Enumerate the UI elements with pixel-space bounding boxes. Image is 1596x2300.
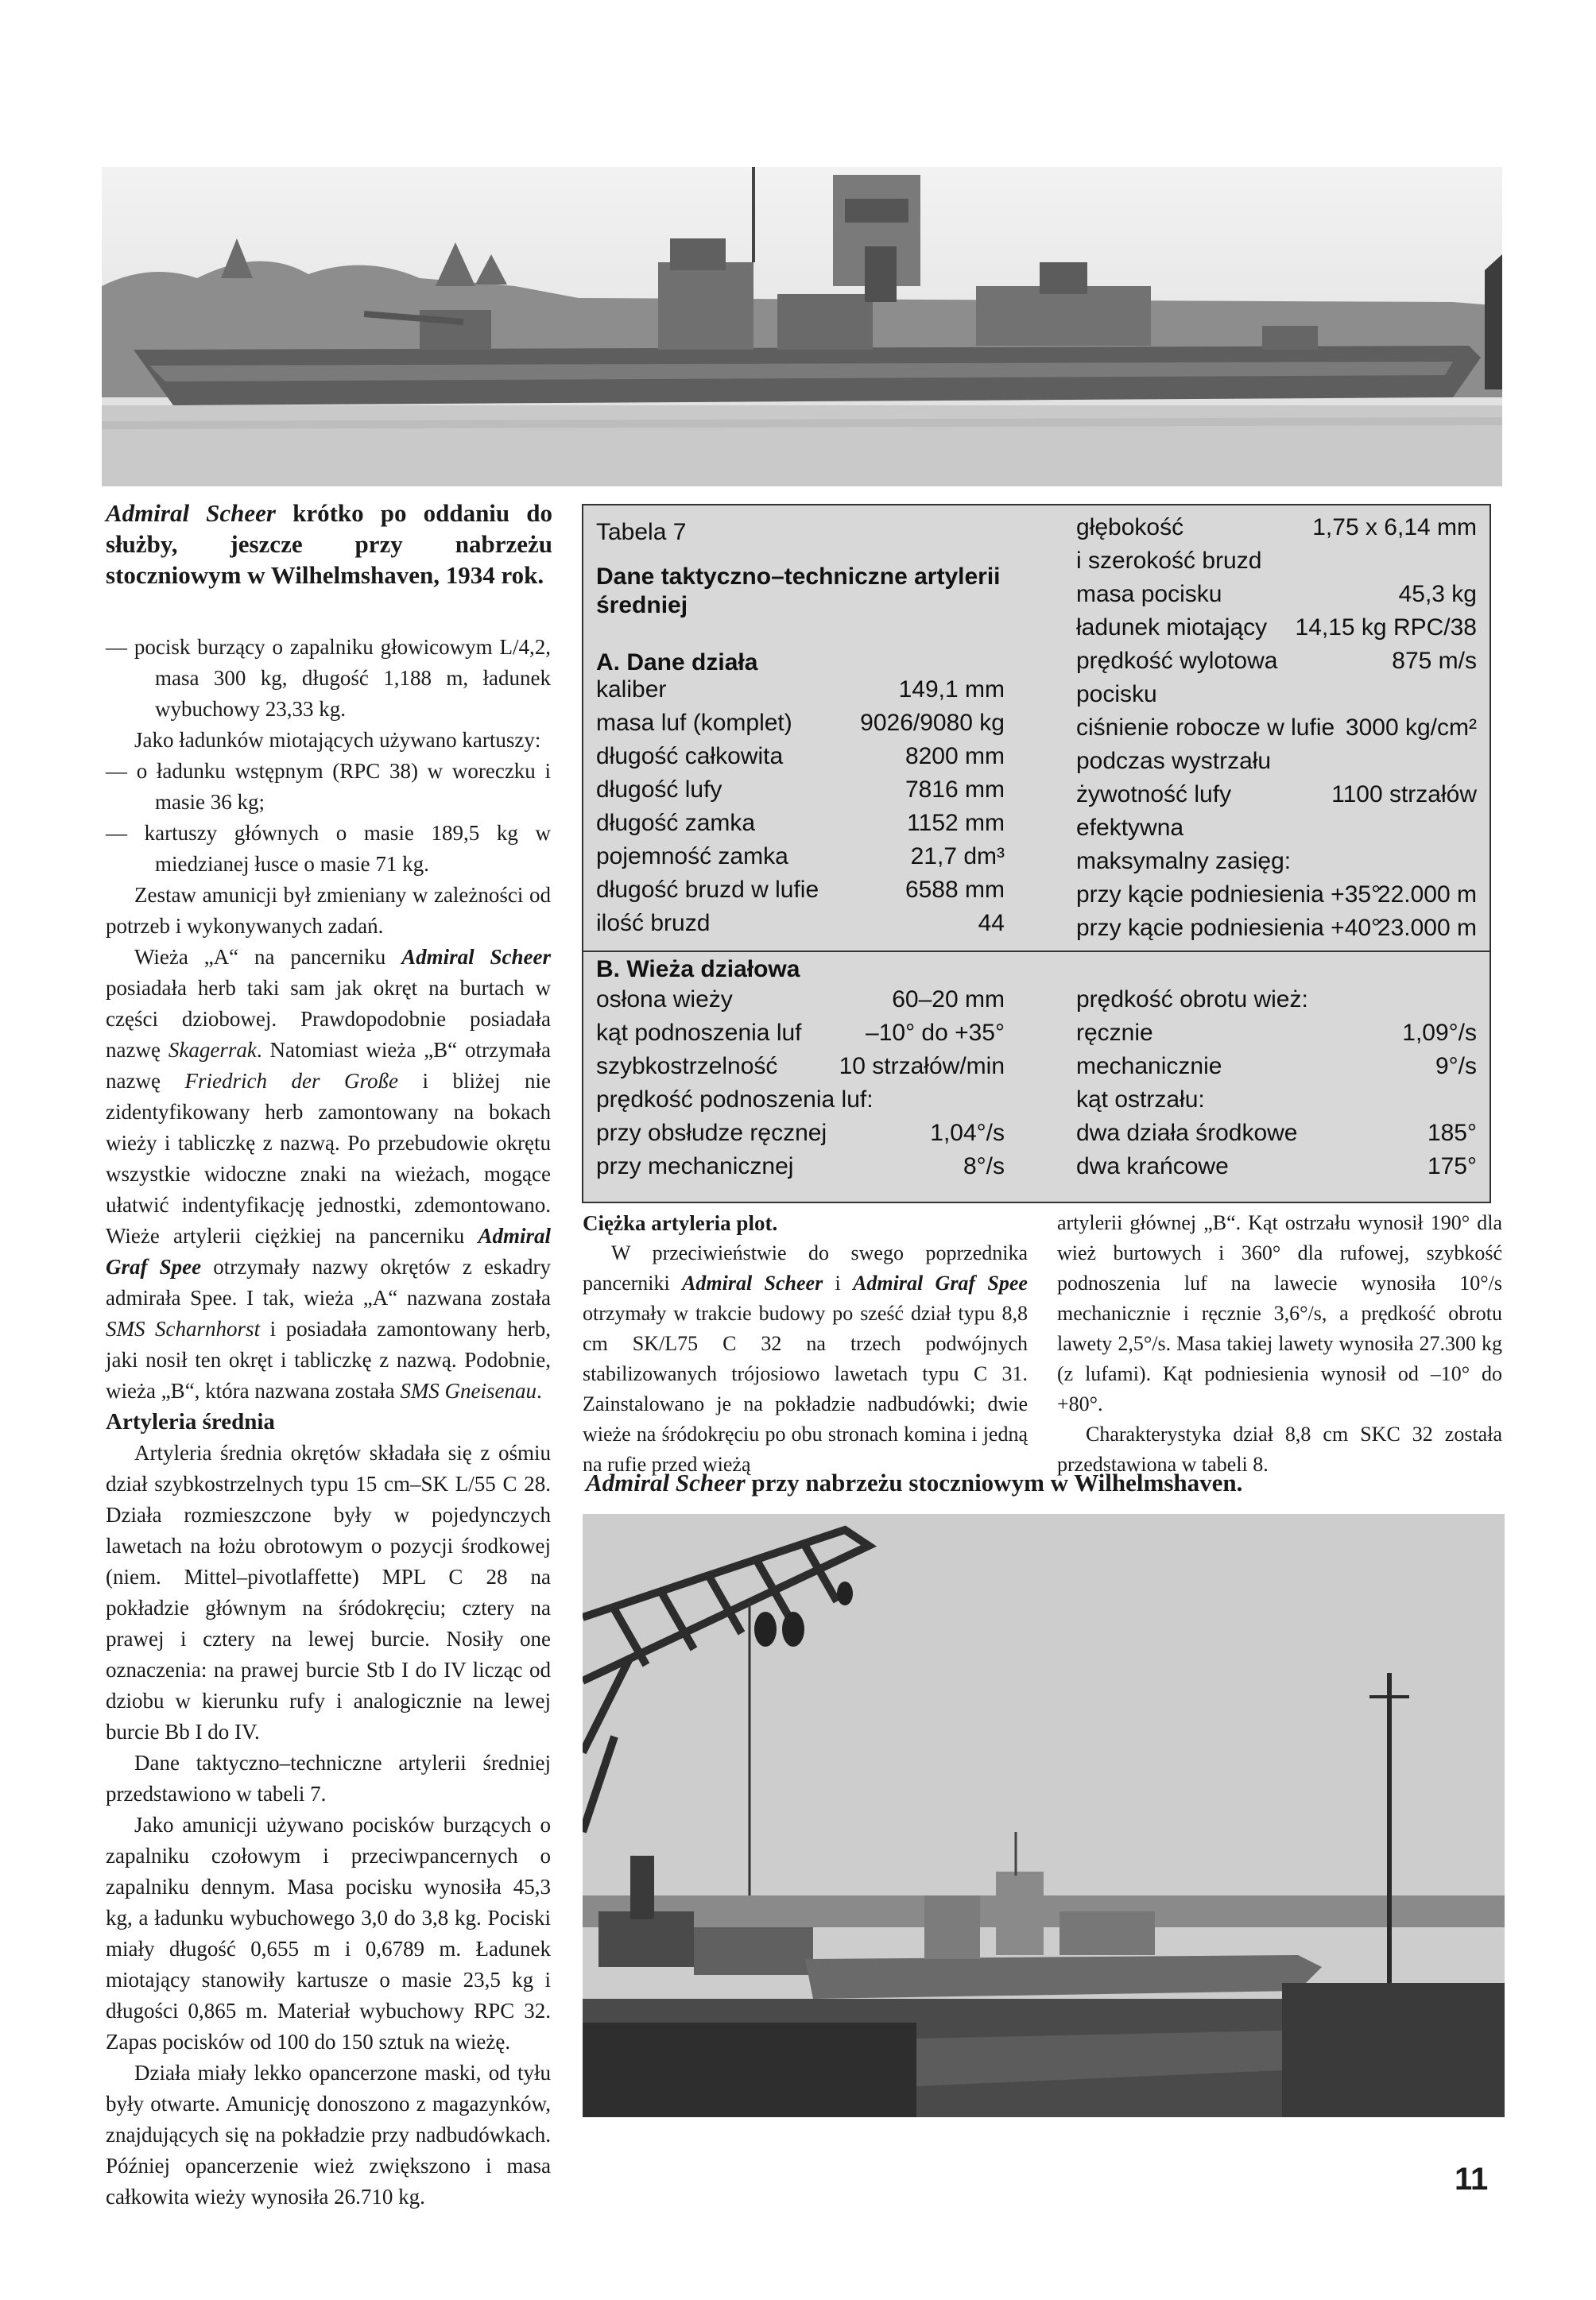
table-row-value: 21,7 dm³ (910, 843, 1005, 869)
table-row-label: długość zamka (596, 810, 756, 836)
paragraph: W przeciwieństwie do swego poprzednika pancerniki Admiral Scheer i Admiral Graf Spee otrzymały w trakcie budowy po sześć dział typu 8,8 cm SK/L75 C 32 na trzech podwójnych stabilizowanych trójosiowo lawetach typu C 31. Zainstalowano je na pokładzie nadbudówki; dwie wieże na śródokręciu po obu stronach komina i jedną na rufie przed wieżą (583, 1241, 1028, 1476)
caption-text: przy nabrzeżu stoczniowym w Wilhelmshaven. (745, 1469, 1243, 1497)
right-column (1057, 1208, 1502, 1480)
table-row-value: 10 strzałów/min (839, 1053, 1005, 1079)
table-row-label: kaliber (596, 676, 667, 703)
table-row-label: dwa krańcowe (1076, 1153, 1229, 1179)
table-row-value: 6588 mm (905, 877, 1005, 903)
table-row-label: efektywna (1076, 815, 1184, 841)
table-row-label: ciśnienie robocze w lufie (1076, 714, 1335, 741)
table-row-label: przy kącie podniesienia +40° (1076, 915, 1381, 941)
table-row-label: podczas wystrzału (1076, 748, 1272, 774)
table-row-label: pocisku (1076, 681, 1157, 707)
table-row-label: kąt ostrzału: (1076, 1086, 1205, 1113)
table-row-label: kąt podnoszenia luf (596, 1020, 802, 1046)
caption-text: krótko po oddaniu do służby, jeszcze przy nabrzeżu stoczniowym w Wilhelmshaven, 1934 rok. (106, 499, 552, 589)
table-row-value: 149,1 mm (898, 676, 1005, 703)
table-7 (582, 504, 1491, 1203)
table-row-value: 1152 mm (907, 810, 1005, 836)
harbour-photo-graphic (583, 1514, 1505, 2117)
paragraph: — pocisk burzący o zapalniku głowicowym L/4,2, masa 300 kg, długość 1,188 m, ładunek wybuchowy 23,33 kg. (106, 635, 551, 721)
bottom-photo-caption (586, 1467, 1500, 1498)
paragraph: Jako ładunków miotających używano kartuszy: (134, 728, 541, 752)
paragraph-turret-names: Wieża „A“ na pancerniku Admiral Scheer posiadała herb taki sam jak okręt na burtach w części dziobowej. Prawdopodobnie posiadała nazwę Skagerrak. Natomiast wieża „B“ otrzymała nazwę Friedrich der Große i bliżej nie zidentyfikowany herb zamontowany na bokach wieży i tabliczkę z nazwą. Po przebudowie okrętu wszystkie widoczne znaki na wieżach, mogące ułatwić indentyfikację jednostki, zdemontowano. Wieże artylerii ciężkiej na pancerniku Admiral Graf Spee otrzymały nazwy okrętów z eskadry admirała Spee. I tak, wieża „A“ nazwana została SMS Scharnhorst i posiadała zamontowany herb, jaki nosił ten okręt i tabliczkę z nazwą. Podobnie, wieża „B“, która nazwana została SMS Gneisenau. (106, 945, 552, 1403)
table-row-label: długość całkowita (596, 743, 784, 769)
table-row-value: 23.000 m (1377, 915, 1477, 941)
table-row-value: 1,04°/s (930, 1120, 1005, 1146)
section-heading: Artyleria średnia (106, 1409, 275, 1435)
table-row-value: 22.000 m (1377, 881, 1477, 908)
table-row-label: i szerokość bruzd (1076, 548, 1262, 574)
page-number: 11 (1455, 2162, 1489, 2197)
table-row-value: 1,09°/s (1402, 1020, 1477, 1046)
table-row-label: ręcznie (1076, 1020, 1153, 1046)
table-row-label: żywotność lufy (1076, 781, 1232, 807)
paragraph: Działa miały lekko opancerzone maski, od tyłu były otwarte. Amunicję donoszono z magazynków, znajdujących się na pokładzie przy nadbudówkach. Później opancerzenie wież zwiększono i masa całkowita wieży wynosiła 26.710 kg. (106, 2061, 551, 2209)
table-row-value: 8°/s (963, 1153, 1005, 1179)
table-title-2: średniej (596, 592, 688, 618)
section-a-heading: A. Dane działa (596, 649, 758, 676)
caption-ship-name: Admiral Scheer (106, 499, 276, 527)
table-row-label: ilość bruzd (596, 910, 711, 936)
table-row-value: 9°/s (1435, 1053, 1477, 1079)
table-row-label: mechanicznie (1076, 1053, 1222, 1079)
paragraph: Jako amunicji używano pocisków burzących o zapalniku czołowym i przeciwpancernych o zapalniku dennym. Masa pocisku wynosiła 45,3 kg, a ładunku wybuchowego 3,0 do 3,8 kg. Pociski miały długość 0,655 m i 0,6789 m. Ładunek miotający stanowiły kartusze o masie 23,5 kg i długości 0,865 m. Materiał wybuchowy RPC 32. Zapas pocisków od 100 do 150 sztuk na wieżę. (106, 1813, 551, 2054)
left-column (106, 632, 551, 2213)
photo-admiral-scheer-wilhelmshaven (583, 1514, 1505, 2117)
table-row-label: pojemność zamka (596, 843, 788, 869)
table-divider (583, 951, 1489, 952)
paragraph: — kartuszy głównych o masie 189,5 kg w miedzianej łusce o masie 71 kg. (106, 821, 551, 876)
middle-column (583, 1208, 1028, 1480)
table-row-value: 7816 mm (905, 776, 1005, 803)
table-row-label: prędkość obrotu wież: (1076, 986, 1308, 1013)
table-row-value: 44 (978, 910, 1005, 936)
table-row-label: długość lufy (596, 776, 722, 803)
photo-admiral-scheer-1934 (102, 167, 1502, 486)
table-row-label: głębokość (1076, 514, 1184, 540)
paragraph: Dane taktyczno–techniczne artylerii średniej przedstawiono w tabeli 7. (106, 1751, 551, 1806)
table-row-label: przy kącie podniesienia +35° (1076, 881, 1381, 908)
table-row-label: długość bruzd w lufie (596, 877, 819, 903)
paragraph: artylerii głównej „B“. Kąt ostrzału wynosił 190° dla wież burtowych i 360° dla rufowej, szybkość podnoszenia luf na lawecie wynosiła 10°/s mechanicznie i ręcznie 3,6°/s, a prędkość obrotu lawety 2,5°/s. Masa takiej lawety wynosiła 27.300 kg (z lufami). Kąt podniesienia wynosił od –10° do +80°. (1057, 1211, 1502, 1415)
table-row-value: 875 m/s (1392, 648, 1477, 674)
table-row-label: prędkość podnoszenia luf: (596, 1086, 874, 1113)
table-row-value: 1100 strzałów (1331, 781, 1477, 807)
table-row-label: maksymalny zasięg: (1076, 848, 1292, 874)
table-row-label: masa pocisku (1076, 581, 1222, 607)
section-b-heading: B. Wieża działowa (596, 956, 800, 982)
table-label: Tabela 7 (596, 519, 687, 545)
caption-ship-name: Admiral Scheer (586, 1469, 746, 1497)
table-row-value: 1,75 x 6,14 mm (1312, 514, 1477, 540)
table-row-label: dwa działa środkowe (1076, 1120, 1298, 1146)
paragraph: Artyleria średnia okrętów składała się z ośmiu dział szybkostrzelnych typu 15 cm–SK L/55 C 28. Działa rozmieszczone były w pojedynczych lawetach na łożu obrotowym o pozycji środkowej (niem. Mittel–pivotlaffette) MPL C 28 na pokładzie głównym na śródokręciu; cztery na prawej i cztery na lewej burcie. Nosiły one oznaczenia: na prawej burcie Stb I do IV licząc od dziobu w kierunku rufy i analogicznie na lewej burcie Bb I do IV. (106, 1441, 551, 1744)
table-row-value: 175° (1427, 1153, 1477, 1179)
table-row-value: 8200 mm (905, 743, 1005, 769)
table-row-value: 14,15 kg RPC/38 (1295, 614, 1477, 641)
paragraph: — o ładunku wstępnym (RPC 38) w woreczku i masie 36 kg; (106, 759, 551, 814)
table-row-value: 9026/9080 kg (860, 710, 1005, 736)
section-heading: Ciężka artyleria plot. (583, 1211, 778, 1235)
table-title: Dane taktyczno–techniczne artylerii (596, 563, 1001, 590)
ship-photo-graphic (102, 167, 1502, 486)
paragraph: Zestaw amunicji był zmieniany w zależności od potrzeb i wykonywanych zadań. (106, 883, 551, 938)
table-row-label: przy mechanicznej (596, 1153, 794, 1179)
table-row-label: masa luf (komplet) (596, 710, 792, 736)
table-row-value: 45,3 kg (1398, 581, 1477, 607)
table-row-label: osłona wieży (596, 986, 733, 1013)
table-row-value: 60–20 mm (892, 986, 1005, 1013)
table-row-value: 3000 kg/cm² (1345, 714, 1477, 741)
table-row-label: szybkostrzelność (596, 1053, 778, 1079)
table-row-label: ładunek miotający (1076, 614, 1268, 641)
table-row-value: 185° (1427, 1120, 1477, 1146)
paragraph: Charakterystyka dział 8,8 cm SKC 32 została przedstawiona w tabeli 8. (1057, 1423, 1502, 1476)
table-row-value: –10° do +35° (866, 1020, 1005, 1046)
top-photo-caption (106, 498, 552, 590)
table-row-label: przy obsłudze ręcznej (596, 1120, 827, 1146)
table-row-label: prędkość wylotowa (1076, 648, 1278, 674)
